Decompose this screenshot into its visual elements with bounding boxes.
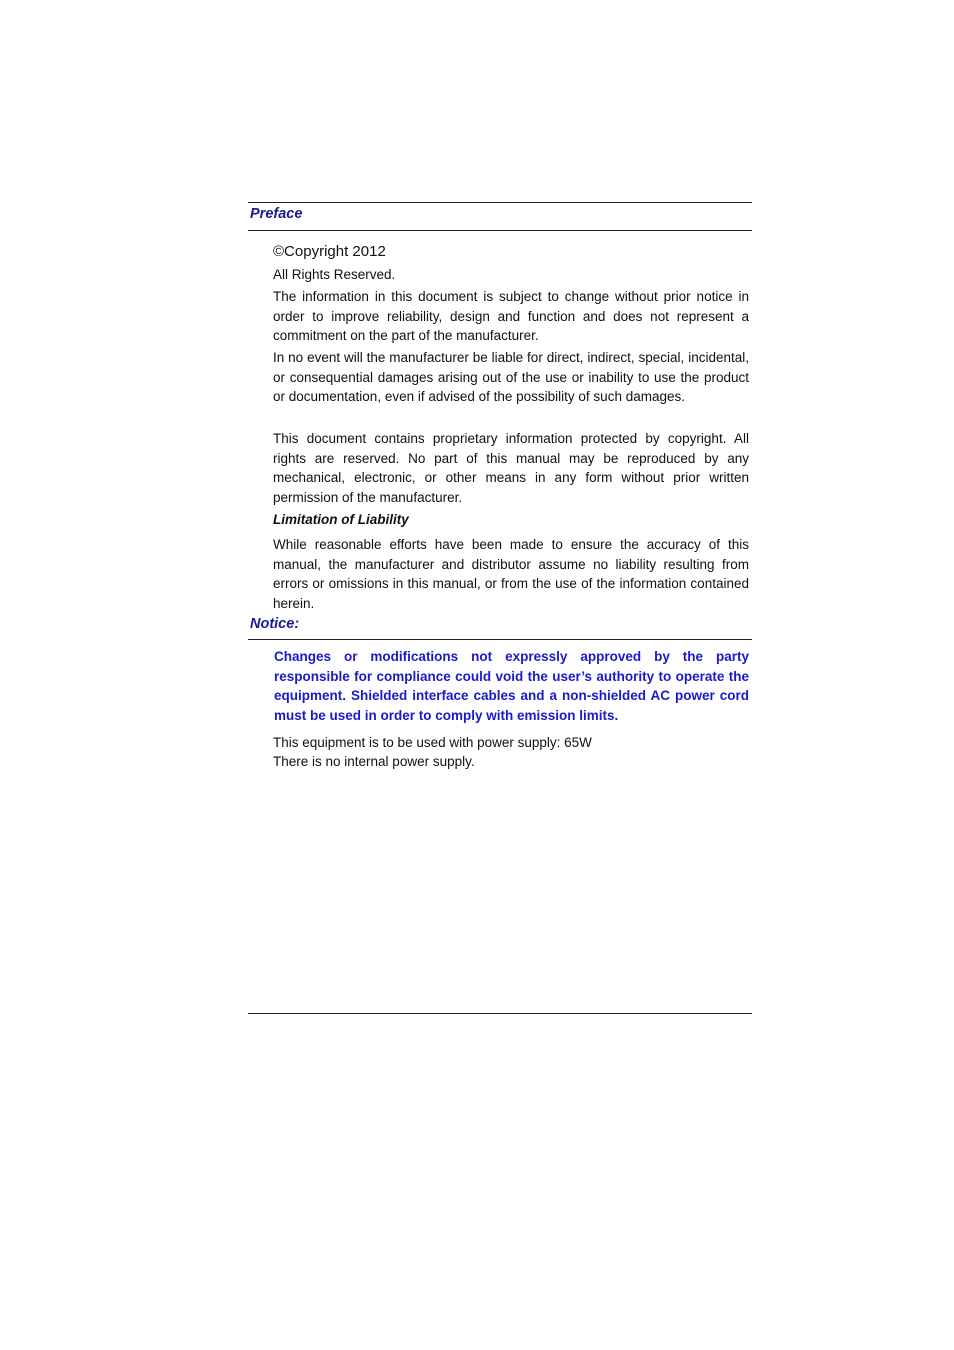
header-top-rule — [248, 202, 752, 203]
paragraph-proprietary: This document contains proprietary information protected by copyright. All rights are reserved. No part of this manual may be reproduced by any mechanical, electronic, or other means in any form without prior written permission of the manufacturer. — [273, 431, 749, 506]
header-bottom-rule — [248, 230, 752, 231]
paragraph-damages: In no event will the manufacturer be liable for direct, indirect, special, incidental, or consequential damages arising out of the use or inability to use the product or documentation, even if advised of the possibility of such damages. — [273, 350, 749, 405]
copyright-line: ©Copyright 2012 — [273, 243, 386, 260]
page-title: Preface — [250, 206, 303, 222]
notice-heading: Notice: — [250, 616, 300, 632]
footer-rule — [248, 1013, 752, 1014]
power-supply-line: This equipment is to be used with power supply: 65W — [273, 735, 592, 750]
internal-power-line: There is no internal power supply. — [273, 754, 475, 769]
rights-reserved: All Rights Reserved. — [273, 267, 396, 282]
notice-warning: Changes or modifications not expressly approved by the party responsible for compliance could void the user’s authority to operate the equipment. Shielded interface cables and a non-shielded AC power cord must be used in order to comply with emission limits. — [274, 649, 749, 724]
liability-heading: Limitation of Liability — [273, 512, 409, 527]
liability-text: While reasonable efforts have been made to ensure the accuracy of this manual, the manufacturer and distributor assume no liability resulting from errors or omissions in this manual, or from the use of the information contained herein. — [273, 537, 749, 612]
notice-rule — [248, 639, 752, 640]
paragraph-change-notice: The information in this document is subject to change without prior notice in order to improve reliability, design and function and does not represent a commitment on the part of the manufacturer. — [273, 289, 749, 344]
